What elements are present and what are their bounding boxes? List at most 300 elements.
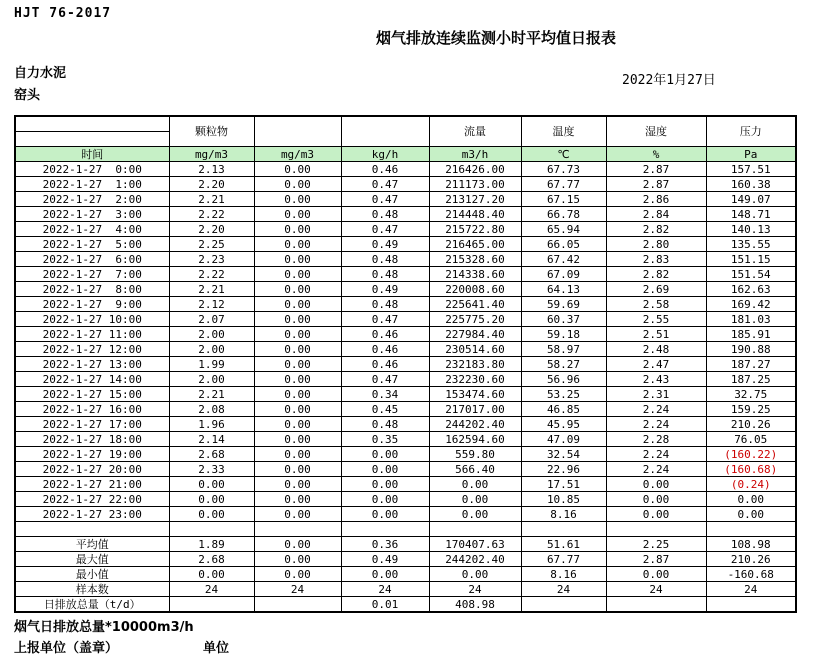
spacer-row bbox=[15, 522, 796, 537]
data-cell: 67.42 bbox=[521, 252, 606, 267]
table-row bbox=[15, 282, 796, 297]
data-cell: 0.00 bbox=[606, 492, 706, 507]
data-cell: 0.00 bbox=[254, 507, 341, 522]
data-cell: 1.96 bbox=[169, 417, 254, 432]
report-date: 2022年1月27日 bbox=[622, 73, 716, 88]
data-cell: 0.00 bbox=[341, 462, 429, 477]
data-cell: 216426.00 bbox=[429, 162, 521, 177]
data-cell: 0.00 bbox=[254, 447, 341, 462]
footer-note: 烟气日排放总量*10000m3/h bbox=[14, 620, 194, 635]
data-cell: 0.01 bbox=[341, 597, 429, 613]
data-cell: 67.15 bbox=[521, 192, 606, 207]
data-cell: 2.87 bbox=[606, 552, 706, 567]
doc-code: HJT 76-2017 bbox=[14, 6, 112, 21]
table-row bbox=[15, 402, 796, 417]
data-cell: 210.26 bbox=[706, 417, 796, 432]
empty-cell bbox=[521, 522, 606, 537]
data-cell: 0.47 bbox=[341, 177, 429, 192]
summary-row bbox=[15, 597, 796, 613]
table-row bbox=[15, 222, 796, 237]
data-cell: 559.80 bbox=[429, 447, 521, 462]
col-header-flow: 流量 bbox=[429, 116, 521, 147]
data-cell: 60.37 bbox=[521, 312, 606, 327]
data-cell: 0.00 bbox=[429, 507, 521, 522]
table-row bbox=[15, 192, 796, 207]
summary-label-cell: 最大值 bbox=[15, 552, 169, 567]
time-cell: 2022-1-27 2:00 bbox=[15, 192, 169, 207]
data-cell: 0.00 bbox=[341, 492, 429, 507]
data-cell: 0.00 bbox=[254, 567, 341, 582]
data-cell: 153474.60 bbox=[429, 387, 521, 402]
data-cell: 0.00 bbox=[254, 192, 341, 207]
data-cell: 0.49 bbox=[341, 237, 429, 252]
company-name: 自力水泥 bbox=[14, 66, 67, 81]
data-cell: 140.13 bbox=[706, 222, 796, 237]
data-cell: 0.00 bbox=[254, 552, 341, 567]
table-row bbox=[15, 432, 796, 447]
data-cell: 2.68 bbox=[169, 447, 254, 462]
time-cell: 2022-1-27 4:00 bbox=[15, 222, 169, 237]
data-cell: 2.08 bbox=[169, 402, 254, 417]
data-cell: 0.00 bbox=[254, 462, 341, 477]
time-cell: 2022-1-27 15:00 bbox=[15, 387, 169, 402]
data-cell: 58.27 bbox=[521, 357, 606, 372]
col-header-particulate: 颗粒物 bbox=[169, 116, 254, 147]
data-cell: 2.00 bbox=[169, 327, 254, 342]
table-row bbox=[15, 417, 796, 432]
data-cell: 24 bbox=[169, 582, 254, 597]
data-cell: 0.00 bbox=[341, 567, 429, 582]
data-cell: 244202.40 bbox=[429, 417, 521, 432]
data-cell: 2.25 bbox=[606, 537, 706, 552]
data-cell: 47.09 bbox=[521, 432, 606, 447]
data-cell: 0.00 bbox=[606, 477, 706, 492]
data-cell: 0.00 bbox=[429, 492, 521, 507]
col-header-temperature: 温度 bbox=[521, 116, 606, 147]
time-cell: 2022-1-27 12:00 bbox=[15, 342, 169, 357]
data-cell: 170407.63 bbox=[429, 537, 521, 552]
data-cell: 135.55 bbox=[706, 237, 796, 252]
data-cell: 2.14 bbox=[169, 432, 254, 447]
data-cell: 0.00 bbox=[169, 477, 254, 492]
data-cell: 232183.80 bbox=[429, 357, 521, 372]
col-header-blank-1 bbox=[254, 116, 341, 147]
data-cell: 2.58 bbox=[606, 297, 706, 312]
data-cell: 0.00 bbox=[254, 327, 341, 342]
data-cell: 216465.00 bbox=[429, 237, 521, 252]
table-row bbox=[15, 492, 796, 507]
data-cell: 162.63 bbox=[706, 282, 796, 297]
data-cell: 59.69 bbox=[521, 297, 606, 312]
summary-label-cell: 样本数 bbox=[15, 582, 169, 597]
data-cell: 24 bbox=[429, 582, 521, 597]
table-row bbox=[15, 252, 796, 267]
data-cell: 0.00 bbox=[254, 162, 341, 177]
data-cell: 2.13 bbox=[169, 162, 254, 177]
data-cell: 67.09 bbox=[521, 267, 606, 282]
data-cell: 211173.00 bbox=[429, 177, 521, 192]
data-cell: 0.46 bbox=[341, 327, 429, 342]
data-cell: 0.00 bbox=[254, 372, 341, 387]
time-cell: 2022-1-27 6:00 bbox=[15, 252, 169, 267]
data-cell: 0.00 bbox=[169, 492, 254, 507]
data-cell: 0.49 bbox=[341, 282, 429, 297]
time-cell: 2022-1-27 3:00 bbox=[15, 207, 169, 222]
data-cell: 0.00 bbox=[606, 507, 706, 522]
data-cell: 230514.60 bbox=[429, 342, 521, 357]
data-cell: 2.86 bbox=[606, 192, 706, 207]
data-cell: 2.48 bbox=[606, 342, 706, 357]
data-cell: 2.21 bbox=[169, 192, 254, 207]
data-cell: 59.18 bbox=[521, 327, 606, 342]
table-row bbox=[15, 312, 796, 327]
empty-cell bbox=[606, 522, 706, 537]
summary-section bbox=[15, 537, 796, 613]
time-header-cell: 时间 bbox=[15, 147, 169, 162]
data-cell: 0.47 bbox=[341, 312, 429, 327]
data-cell: 2.87 bbox=[606, 162, 706, 177]
time-cell: 2022-1-27 22:00 bbox=[15, 492, 169, 507]
data-cell: 1.99 bbox=[169, 357, 254, 372]
data-cell: 215328.60 bbox=[429, 252, 521, 267]
summary-row bbox=[15, 552, 796, 567]
empty-cell bbox=[254, 522, 341, 537]
table-row bbox=[15, 267, 796, 282]
data-cell: 217017.00 bbox=[429, 402, 521, 417]
unit-header-row bbox=[15, 147, 796, 162]
data-cell: 0.00 bbox=[341, 447, 429, 462]
data-cell: 2.51 bbox=[606, 327, 706, 342]
data-cell: 22.96 bbox=[521, 462, 606, 477]
hourly-data-section bbox=[15, 162, 796, 522]
data-cell: 2.33 bbox=[169, 462, 254, 477]
data-cell: 0.47 bbox=[341, 192, 429, 207]
unit-cell: kg/h bbox=[341, 147, 429, 162]
data-cell: 2.83 bbox=[606, 252, 706, 267]
unit-cell: % bbox=[606, 147, 706, 162]
data-cell: 53.25 bbox=[521, 387, 606, 402]
data-cell: 0.34 bbox=[341, 387, 429, 402]
table-row bbox=[15, 297, 796, 312]
data-cell: -160.68 bbox=[706, 567, 796, 582]
table-row bbox=[15, 327, 796, 342]
data-cell: 220008.60 bbox=[429, 282, 521, 297]
data-cell: 17.51 bbox=[521, 477, 606, 492]
data-cell: 0.00 bbox=[169, 567, 254, 582]
data-cell: 67.73 bbox=[521, 162, 606, 177]
data-cell: 0.00 bbox=[254, 252, 341, 267]
data-cell: 0.00 bbox=[341, 507, 429, 522]
data-cell: 0.46 bbox=[341, 342, 429, 357]
data-cell: 64.13 bbox=[521, 282, 606, 297]
col-header-humidity: 湿度 bbox=[606, 116, 706, 147]
data-cell: 151.54 bbox=[706, 267, 796, 282]
data-cell: 2.24 bbox=[606, 417, 706, 432]
header-blank-top bbox=[15, 116, 169, 132]
data-cell: 108.98 bbox=[706, 537, 796, 552]
data-cell: 2.21 bbox=[169, 282, 254, 297]
data-cell: 0.00 bbox=[254, 312, 341, 327]
data-cell: 0.46 bbox=[341, 162, 429, 177]
data-cell: 58.97 bbox=[521, 342, 606, 357]
data-cell: 2.24 bbox=[606, 447, 706, 462]
data-cell: 185.91 bbox=[706, 327, 796, 342]
data-cell: 0.00 bbox=[254, 297, 341, 312]
data-cell: 2.00 bbox=[169, 342, 254, 357]
data-cell: 0.00 bbox=[254, 207, 341, 222]
data-cell: 51.61 bbox=[521, 537, 606, 552]
data-cell bbox=[169, 597, 254, 613]
data-cell: 0.00 bbox=[341, 477, 429, 492]
data-cell: 0.47 bbox=[341, 372, 429, 387]
data-cell: 0.48 bbox=[341, 267, 429, 282]
data-cell: 67.77 bbox=[521, 177, 606, 192]
time-cell: 2022-1-27 13:00 bbox=[15, 357, 169, 372]
data-cell: 0.00 bbox=[254, 282, 341, 297]
data-cell: 225641.40 bbox=[429, 297, 521, 312]
table-row bbox=[15, 342, 796, 357]
data-cell: 24 bbox=[254, 582, 341, 597]
data-cell: 0.00 bbox=[254, 267, 341, 282]
unit-cell: m3/h bbox=[429, 147, 521, 162]
data-cell: (160.22) bbox=[706, 447, 796, 462]
time-cell: 2022-1-27 19:00 bbox=[15, 447, 169, 462]
summary-label-cell: 平均值 bbox=[15, 537, 169, 552]
data-cell: 2.87 bbox=[606, 177, 706, 192]
data-cell: 162594.60 bbox=[429, 432, 521, 447]
data-cell: 159.25 bbox=[706, 402, 796, 417]
data-cell bbox=[521, 597, 606, 613]
data-cell: 0.00 bbox=[254, 237, 341, 252]
data-cell: 8.16 bbox=[521, 567, 606, 582]
data-cell: 45.95 bbox=[521, 417, 606, 432]
data-cell: 67.77 bbox=[521, 552, 606, 567]
summary-row bbox=[15, 582, 796, 597]
data-cell: 24 bbox=[606, 582, 706, 597]
data-cell: (160.68) bbox=[706, 462, 796, 477]
data-cell: 1.89 bbox=[169, 537, 254, 552]
empty-cell bbox=[706, 522, 796, 537]
data-cell: 160.38 bbox=[706, 177, 796, 192]
data-cell: 0.45 bbox=[341, 402, 429, 417]
data-cell: 2.80 bbox=[606, 237, 706, 252]
data-cell: 0.00 bbox=[706, 507, 796, 522]
data-cell: 0.00 bbox=[429, 477, 521, 492]
data-cell: 566.40 bbox=[429, 462, 521, 477]
data-cell: 2.24 bbox=[606, 462, 706, 477]
data-cell: 151.15 bbox=[706, 252, 796, 267]
data-cell: 10.85 bbox=[521, 492, 606, 507]
data-cell: 0.35 bbox=[341, 432, 429, 447]
data-cell: 2.23 bbox=[169, 252, 254, 267]
data-cell: 0.00 bbox=[606, 567, 706, 582]
data-cell: 2.20 bbox=[169, 177, 254, 192]
time-cell: 2022-1-27 5:00 bbox=[15, 237, 169, 252]
empty-cell bbox=[429, 522, 521, 537]
data-cell: 169.42 bbox=[706, 297, 796, 312]
time-cell: 2022-1-27 18:00 bbox=[15, 432, 169, 447]
data-cell: 2.68 bbox=[169, 552, 254, 567]
unit-cell: mg/m3 bbox=[254, 147, 341, 162]
data-cell: 24 bbox=[521, 582, 606, 597]
data-cell: 187.27 bbox=[706, 357, 796, 372]
data-cell: 24 bbox=[341, 582, 429, 597]
data-cell: 215722.80 bbox=[429, 222, 521, 237]
data-cell: 2.21 bbox=[169, 387, 254, 402]
data-cell: 2.55 bbox=[606, 312, 706, 327]
data-cell: 65.94 bbox=[521, 222, 606, 237]
data-cell: 214338.60 bbox=[429, 267, 521, 282]
table-row bbox=[15, 162, 796, 177]
data-cell: 32.54 bbox=[521, 447, 606, 462]
time-cell: 2022-1-27 9:00 bbox=[15, 297, 169, 312]
data-cell: 2.84 bbox=[606, 207, 706, 222]
data-cell bbox=[706, 597, 796, 613]
pollutant-header-row bbox=[15, 116, 796, 132]
data-cell: 181.03 bbox=[706, 312, 796, 327]
data-cell: 2.31 bbox=[606, 387, 706, 402]
unit-cell: ℃ bbox=[521, 147, 606, 162]
time-cell: 2022-1-27 10:00 bbox=[15, 312, 169, 327]
station-name: 窑头 bbox=[14, 88, 41, 103]
data-cell: 0.00 bbox=[429, 567, 521, 582]
data-cell: 66.05 bbox=[521, 237, 606, 252]
data-cell: 0.36 bbox=[341, 537, 429, 552]
page-title: 烟气排放连续监测小时平均值日报表 bbox=[376, 29, 617, 47]
data-cell: 2.47 bbox=[606, 357, 706, 372]
data-cell: 0.00 bbox=[254, 492, 341, 507]
time-cell: 2022-1-27 16:00 bbox=[15, 402, 169, 417]
time-cell: 2022-1-27 8:00 bbox=[15, 282, 169, 297]
data-cell: 2.22 bbox=[169, 207, 254, 222]
data-cell: 0.00 bbox=[254, 357, 341, 372]
data-cell: 32.75 bbox=[706, 387, 796, 402]
data-cell: 0.00 bbox=[169, 507, 254, 522]
time-cell: 2022-1-27 23:00 bbox=[15, 507, 169, 522]
empty-cell bbox=[15, 522, 169, 537]
data-cell: 8.16 bbox=[521, 507, 606, 522]
table-row bbox=[15, 207, 796, 222]
data-cell: 227984.40 bbox=[429, 327, 521, 342]
data-cell: 0.00 bbox=[254, 477, 341, 492]
table-row bbox=[15, 447, 796, 462]
time-cell: 2022-1-27 1:00 bbox=[15, 177, 169, 192]
summary-row bbox=[15, 567, 796, 582]
summary-label-cell: 最小值 bbox=[15, 567, 169, 582]
data-cell: 225775.20 bbox=[429, 312, 521, 327]
data-cell: 0.49 bbox=[341, 552, 429, 567]
empty-cell bbox=[341, 522, 429, 537]
data-cell: 0.48 bbox=[341, 252, 429, 267]
time-cell: 2022-1-27 21:00 bbox=[15, 477, 169, 492]
empty-cell bbox=[169, 522, 254, 537]
data-cell: 2.00 bbox=[169, 372, 254, 387]
data-cell: 2.12 bbox=[169, 297, 254, 312]
data-cell: (0.24) bbox=[706, 477, 796, 492]
data-cell: 213127.20 bbox=[429, 192, 521, 207]
table-row bbox=[15, 177, 796, 192]
table-row bbox=[15, 237, 796, 252]
time-cell: 2022-1-27 17:00 bbox=[15, 417, 169, 432]
data-cell: 0.48 bbox=[341, 417, 429, 432]
data-cell: 2.82 bbox=[606, 222, 706, 237]
data-cell: 190.88 bbox=[706, 342, 796, 357]
data-cell: 24 bbox=[706, 582, 796, 597]
col-header-blank-2 bbox=[341, 116, 429, 147]
table-row bbox=[15, 357, 796, 372]
data-cell: 232230.60 bbox=[429, 372, 521, 387]
unit-cell: mg/m3 bbox=[169, 147, 254, 162]
data-cell: 214448.40 bbox=[429, 207, 521, 222]
col-header-pressure: 压力 bbox=[706, 116, 796, 147]
data-cell: 2.07 bbox=[169, 312, 254, 327]
data-cell: 2.20 bbox=[169, 222, 254, 237]
data-cell: 187.25 bbox=[706, 372, 796, 387]
summary-label-cell: 日排放总量（t/d） bbox=[15, 597, 169, 613]
data-cell: 0.48 bbox=[341, 297, 429, 312]
unit-cell: Pa bbox=[706, 147, 796, 162]
data-cell: 2.28 bbox=[606, 432, 706, 447]
data-cell: 2.22 bbox=[169, 267, 254, 282]
header-section bbox=[15, 116, 796, 162]
time-cell: 2022-1-27 14:00 bbox=[15, 372, 169, 387]
data-cell: 0.00 bbox=[254, 387, 341, 402]
data-cell: 244202.40 bbox=[429, 552, 521, 567]
data-cell: 2.24 bbox=[606, 402, 706, 417]
data-cell: 0.46 bbox=[341, 357, 429, 372]
data-cell: 66.78 bbox=[521, 207, 606, 222]
data-cell: 76.05 bbox=[706, 432, 796, 447]
data-cell: 0.00 bbox=[706, 492, 796, 507]
data-cell: 2.25 bbox=[169, 237, 254, 252]
data-cell: 2.69 bbox=[606, 282, 706, 297]
time-cell: 2022-1-27 7:00 bbox=[15, 267, 169, 282]
data-cell: 0.00 bbox=[254, 177, 341, 192]
report-table bbox=[14, 115, 797, 613]
data-cell: 2.82 bbox=[606, 267, 706, 282]
data-cell: 408.98 bbox=[429, 597, 521, 613]
data-cell: 0.00 bbox=[254, 342, 341, 357]
data-cell: 0.00 bbox=[254, 432, 341, 447]
data-cell: 0.00 bbox=[254, 402, 341, 417]
spacer-section bbox=[15, 522, 796, 537]
table-row bbox=[15, 477, 796, 492]
data-cell: 157.51 bbox=[706, 162, 796, 177]
data-cell: 0.00 bbox=[254, 417, 341, 432]
table-row bbox=[15, 387, 796, 402]
data-cell: 0.48 bbox=[341, 207, 429, 222]
data-cell: 0.00 bbox=[254, 222, 341, 237]
data-cell: 56.96 bbox=[521, 372, 606, 387]
header-blank-mid bbox=[15, 132, 169, 147]
data-cell: 148.71 bbox=[706, 207, 796, 222]
summary-row bbox=[15, 537, 796, 552]
data-cell: 0.00 bbox=[254, 537, 341, 552]
footer-report-unit-label: 上报单位（盖章） bbox=[14, 641, 119, 656]
footer-unit-label: 单位 bbox=[203, 641, 230, 656]
data-cell bbox=[254, 597, 341, 613]
data-cell: 46.85 bbox=[521, 402, 606, 417]
data-cell: 0.47 bbox=[341, 222, 429, 237]
table-row bbox=[15, 507, 796, 522]
data-cell bbox=[606, 597, 706, 613]
data-cell: 149.07 bbox=[706, 192, 796, 207]
data-cell: 210.26 bbox=[706, 552, 796, 567]
time-cell: 2022-1-27 11:00 bbox=[15, 327, 169, 342]
table-row bbox=[15, 462, 796, 477]
time-cell: 2022-1-27 20:00 bbox=[15, 462, 169, 477]
table-row bbox=[15, 372, 796, 387]
